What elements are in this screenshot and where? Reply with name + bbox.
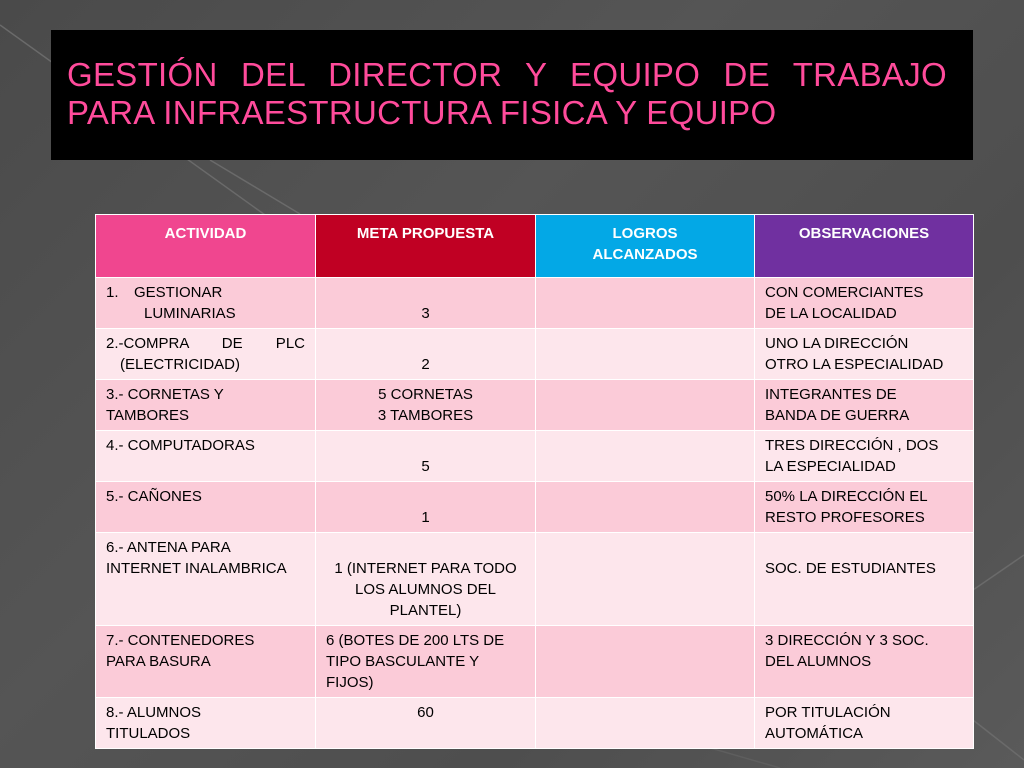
cell-logros [536, 533, 755, 626]
cell-logros [536, 329, 755, 380]
cell-logros [536, 380, 755, 431]
table-row [96, 380, 974, 431]
table-row [96, 482, 974, 533]
cell-meta: 5 CORNETAS 3 TAMBORES [316, 380, 536, 431]
table-header-row [96, 215, 974, 278]
cell-observaciones: SOC. DE ESTUDIANTES [755, 533, 974, 626]
cell-logros [536, 431, 755, 482]
cell-meta: 60 [316, 698, 536, 749]
cell-actividad: 1. GESTIONAR LUMINARIAS [96, 278, 316, 329]
header-actividad: ACTIVIDAD [96, 215, 316, 278]
cell-meta: 1 [316, 482, 536, 533]
cell-actividad: 6.- ANTENA PARA INTERNET INALAMBRICA [96, 533, 316, 626]
cell-observaciones: 3 DIRECCIÓN Y 3 SOC. DEL ALUMNOS [755, 626, 974, 698]
cell-observaciones: CON COMERCIANTES DE LA LOCALIDAD [755, 278, 974, 329]
table-row [96, 278, 974, 329]
cell-observaciones: INTEGRANTES DE BANDA DE GUERRA [755, 380, 974, 431]
cell-meta: 6 (BOTES DE 200 LTS DE TIPO BASCULANTE Y FIJOS) [316, 626, 536, 698]
cell-actividad: 7.- CONTENEDORES PARA BASURA [96, 626, 316, 698]
cell-actividad: 5.- CAÑONES [96, 482, 316, 533]
cell-observaciones: TRES DIRECCIÓN , DOS LA ESPECIALIDAD [755, 431, 974, 482]
cell-actividad: 3.- CORNETAS Y TAMBORES [96, 380, 316, 431]
cell-logros [536, 698, 755, 749]
header-observaciones: OBSERVACIONES [755, 215, 974, 278]
cell-observaciones: POR TITULACIÓN AUTOMÁTICA [755, 698, 974, 749]
cell-actividad: 4.- COMPUTADORAS [96, 431, 316, 482]
table-row [96, 431, 974, 482]
table-row [96, 698, 974, 749]
cell-actividad: 2.-COMPRA DE PLC (ELECTRICIDAD) [96, 329, 316, 380]
table-row [96, 533, 974, 626]
cell-logros [536, 626, 755, 698]
table-row [96, 329, 974, 380]
cell-observaciones: UNO LA DIRECCIÓN OTRO LA ESPECIALIDAD [755, 329, 974, 380]
cell-meta: 1 (INTERNET PARA TODO LOS ALUMNOS DEL PLANTEL) [316, 533, 536, 626]
table-row [96, 626, 974, 698]
activities-table [95, 214, 974, 749]
cell-actividad: 8.- ALUMNOS TITULADOS [96, 698, 316, 749]
cell-observaciones: 50% LA DIRECCIÓN EL RESTO PROFESORES [755, 482, 974, 533]
cell-meta: 5 [316, 431, 536, 482]
header-meta-propuesta: META PROPUESTA [316, 215, 536, 278]
slide-title: GESTIÓN DEL DIRECTOR Y EQUIPO DE TRABAJO PARA INFRAESTRUCTURA FISICA Y EQUIPO [67, 56, 947, 131]
cell-logros [536, 278, 755, 329]
cell-meta: 3 [316, 278, 536, 329]
header-logros-alcanzados: LOGROS ALCANZADOS [536, 215, 755, 278]
cell-logros [536, 482, 755, 533]
cell-meta: 2 [316, 329, 536, 380]
